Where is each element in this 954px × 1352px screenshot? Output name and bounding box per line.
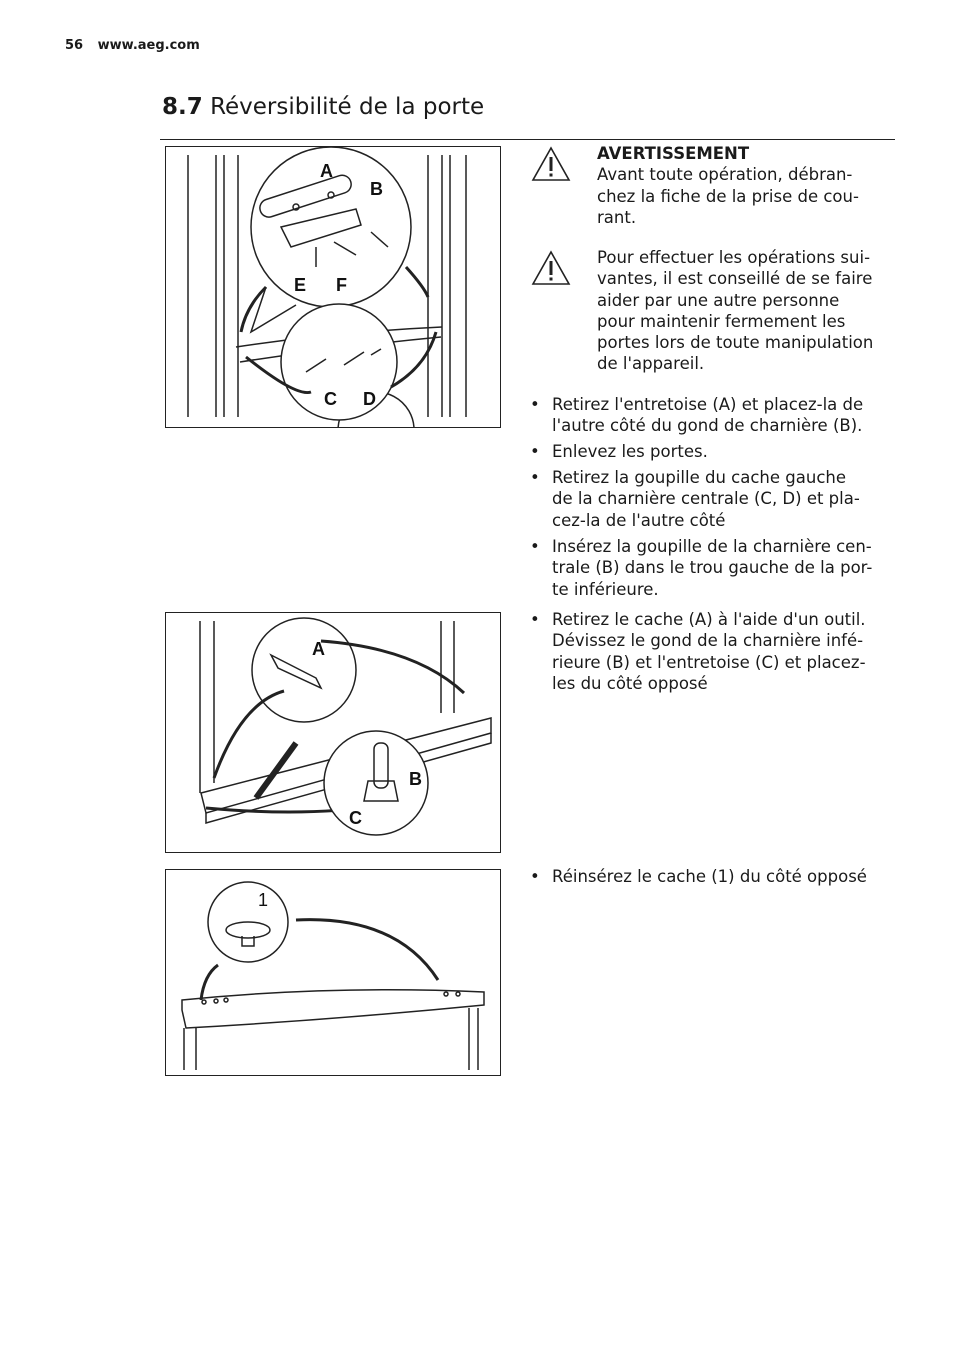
warning-text: Avant toute opération, débran- chez la fiche de la prise de cou- rant. — [597, 165, 859, 227]
step-text: Retirez l'entretoise (A) et placez-la de l'autre côté du gond de charnière (B). — [552, 395, 864, 436]
step-text: Enlevez les portes. — [552, 442, 708, 461]
figure-hinge-spacer — [165, 146, 501, 428]
page-number: 56 — [65, 38, 84, 53]
list-item: • Enlevez les portes. — [530, 441, 890, 462]
figure-label: C — [349, 808, 362, 828]
list-item: • Retirez l'entretoise (A) et placez-la de l'autre côté du gond de charnière (B). — [530, 394, 890, 437]
step-text: Réinsérez le cache (1) du côté opposé — [552, 867, 867, 886]
page-header — [65, 38, 200, 53]
warning-triangle-icon — [530, 145, 572, 183]
figure-cover-reinsert — [165, 869, 501, 1076]
section-number: 8.7 — [162, 94, 203, 120]
figure-label: E — [294, 275, 307, 295]
list-item: • Réinsérez le cache (1) du côté opposé — [530, 866, 890, 887]
section-heading: Réversibilité de la porte — [210, 94, 485, 120]
list-item: • Insérez la goupille de la charnière cen- trale (B) dans le trou gauche de la por- te inférieure. — [530, 536, 890, 600]
list-item: • Retirez la goupille du cache gauche de la charnière centrale (C, D) et pla- cez-la de l'autre côté — [530, 467, 890, 531]
figure-label: B — [370, 179, 383, 199]
section-title — [162, 94, 484, 120]
header-url[interactable]: www.aeg.com — [97, 38, 200, 53]
step-text: Insérez la goupille de la charnière cen- trale (B) dans le trou gauche de la por- te inférieure. — [552, 537, 873, 599]
figure-lower-hinge — [165, 612, 501, 853]
figure-label: B — [409, 769, 422, 789]
warning-triangle-icon — [530, 249, 572, 287]
figure-label: F — [336, 275, 347, 295]
section-divider — [160, 139, 895, 140]
figure-label: 1 — [258, 890, 269, 910]
step-text: Retirez le cache (A) à l'aide d'un outil. Dévissez le gond de la charnière infé- rieure (B) et l'entretoise (C) et placez- les du côté opposé — [552, 610, 866, 693]
figure-label: C — [324, 389, 337, 409]
step-text: Retirez la goupille du cache gauche de la charnière centrale (C, D) et pla- cez-la de l'autre côté — [552, 468, 860, 530]
warning-title: AVERTISSEMENT — [597, 144, 750, 163]
list-item: • Retirez le cache (A) à l'aide d'un outil. Dévissez le gond de la charnière infé- rieure (B) et l'entretoise (C) et placez- les du côté opposé — [530, 609, 890, 694]
figure-label: A — [312, 639, 325, 659]
figure-label: A — [320, 161, 333, 181]
warning-text: Pour effectuer les opérations sui- vantes, il est conseillé de se faire aider par une autre personne pour maintenir fermement les portes lors de toute manipulation de l'appareil. — [597, 248, 874, 374]
figure-label: D — [363, 389, 376, 409]
